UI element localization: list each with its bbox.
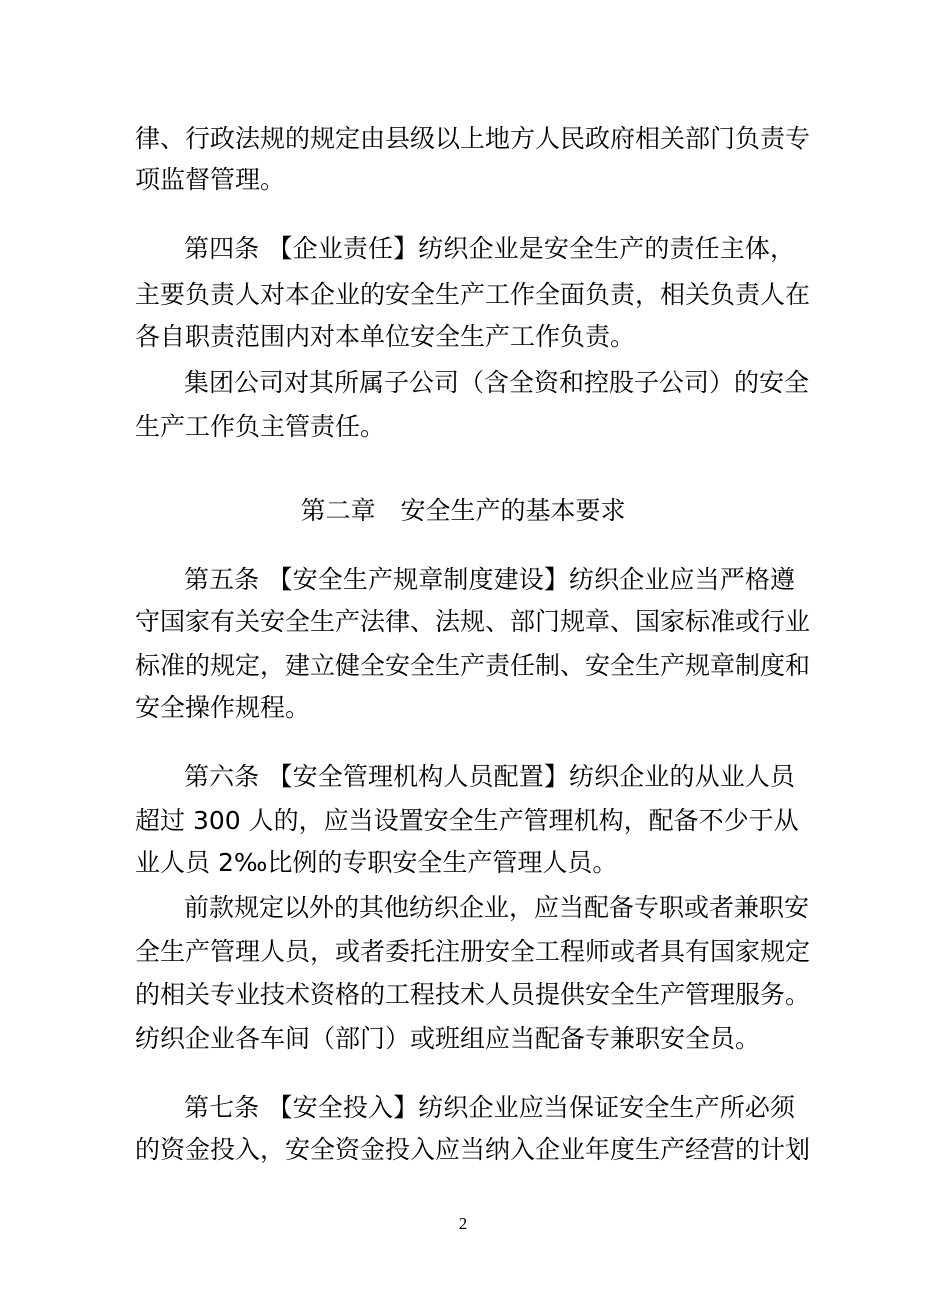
text-line: 业人员 2‰比例的专职安全生产管理人员。 — [135, 848, 618, 877]
article-heading-line: 第五条 【安全生产规章制度建设】纺织企业应当严格遵 — [184, 565, 795, 594]
text-line: 全生产管理人员，或者委托注册安全工程师或者具有国家规定 — [135, 937, 811, 966]
text-line: 标准的规定，建立健全安全生产责任制、安全生产规章制度和 — [135, 651, 811, 680]
text-line: 生产工作负主管责任。 — [135, 412, 386, 441]
text-line: 各自职责范围内对本单位安全生产工作负责。 — [135, 322, 636, 351]
text-line: 守国家有关安全生产法律、法规、部门规章、国家标准或行业 — [135, 607, 811, 636]
page-number: 2 — [458, 1214, 468, 1233]
paragraph-line: 前款规定以外的其他纺织企业，应当配备专职或者兼职安 — [184, 893, 810, 922]
text-line: 项监督管理。 — [135, 165, 286, 194]
article-heading-line: 第六条 【安全管理机构人员配置】纺织企业的从业人员 — [184, 762, 795, 791]
text-line: 的资金投入，安全资金投入应当纳入企业年度生产经营的计划 — [135, 1135, 811, 1164]
paragraph-line: 集团公司对其所属子公司（含全资和控股子公司）的安全 — [184, 368, 810, 397]
chapter-heading: 第二章 安全生产的基本要求 — [300, 496, 626, 525]
text-line: 安全操作规程。 — [135, 693, 311, 722]
text-line: 的相关专业技术资格的工程技术人员提供安全生产管理服务。 — [135, 980, 811, 1009]
article-heading-line: 第七条 【安全投入】纺织企业应当保证安全生产所必须 — [184, 1093, 795, 1122]
text-line: 律、行政法规的规定由县级以上地方人民政府相关部门负责专 — [135, 124, 811, 153]
text-line: 主要负责人对本企业的安全生产工作全面负责，相关负责人在 — [135, 280, 811, 309]
text-line: 纺织企业各车间（部门）或班组应当配备专兼职安全员。 — [135, 1024, 761, 1053]
article-heading-line: 第四条 【企业责任】纺织企业是安全生产的责任主体， — [184, 234, 795, 263]
text-line: 超过 300 人的，应当设置安全生产管理机构，配备不少于从 — [135, 806, 799, 835]
